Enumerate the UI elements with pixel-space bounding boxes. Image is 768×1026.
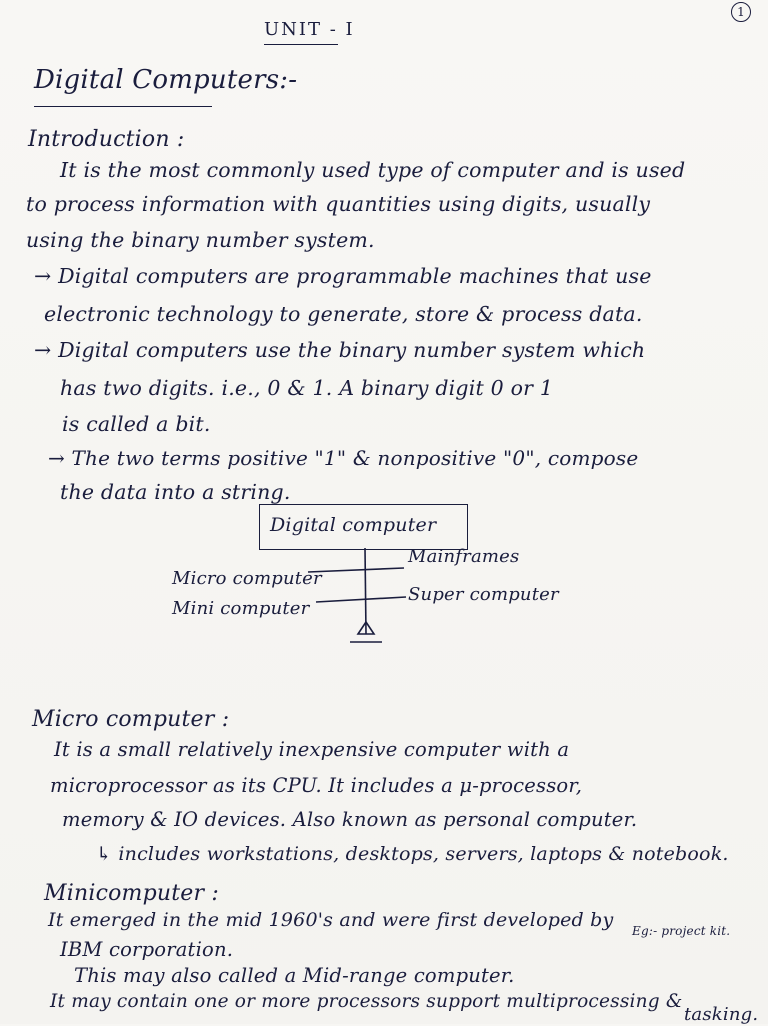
intro-line: → Digital computers are programmable machines that use (34, 264, 652, 288)
intro-line: → Digital computers use the binary number system which (34, 338, 646, 362)
mini-line: It emerged in the mid 1960's and were first developed by (48, 909, 614, 931)
intro-line: is called a bit. (62, 412, 211, 436)
diagram-right-item: Mainframes (408, 546, 520, 567)
mini-line: IBM corporation. (60, 938, 234, 961)
diagram-left-item: Mini computer (172, 598, 310, 619)
intro-line: has two digits. i.e., 0 & 1. A binary digit 0 or 1 (60, 376, 554, 400)
section-title: Digital Computers:- (34, 65, 298, 95)
introduction-heading: Introduction : (28, 127, 185, 152)
intro-line: using the binary number system. (26, 228, 375, 252)
mini-side-note: Eg:- project kit. (632, 924, 731, 938)
micro-heading: Micro computer : (32, 707, 230, 732)
micro-line: It is a small relatively inexpensive computer with a (54, 738, 570, 761)
micro-line: microprocessor as its CPU. It includes a μ-processor, (50, 774, 583, 797)
mini-line: This may also called a Mid-range computer. (74, 964, 515, 987)
mini-line: tasking. (684, 1004, 759, 1025)
intro-line: It is the most commonly used type of computer and is used (60, 158, 686, 182)
page-number: 1 (731, 2, 751, 22)
diagram-right-item: Super computer (408, 584, 559, 605)
mini-line: It may contain one or more processors support multiprocessing & (50, 991, 683, 1012)
mini-heading: Minicomputer : (44, 881, 220, 906)
intro-line: to process information with quantities using digits, usually (26, 192, 651, 216)
intro-line: electronic technology to generate, store & process data. (44, 302, 643, 326)
micro-line: ↳ includes workstations, desktops, servers, laptops & notebook. (96, 843, 729, 865)
micro-line: memory & IO devices. Also known as personal computer. (62, 808, 638, 831)
intro-line: the data into a string. (60, 480, 291, 504)
unit-title: UNIT - I (264, 19, 355, 40)
diagram-left-item: Micro computer (172, 568, 322, 589)
intro-line: → The two terms positive "1" & nonpositive "0", compose (48, 446, 639, 470)
diagram-root-label: Digital computer (270, 514, 437, 536)
